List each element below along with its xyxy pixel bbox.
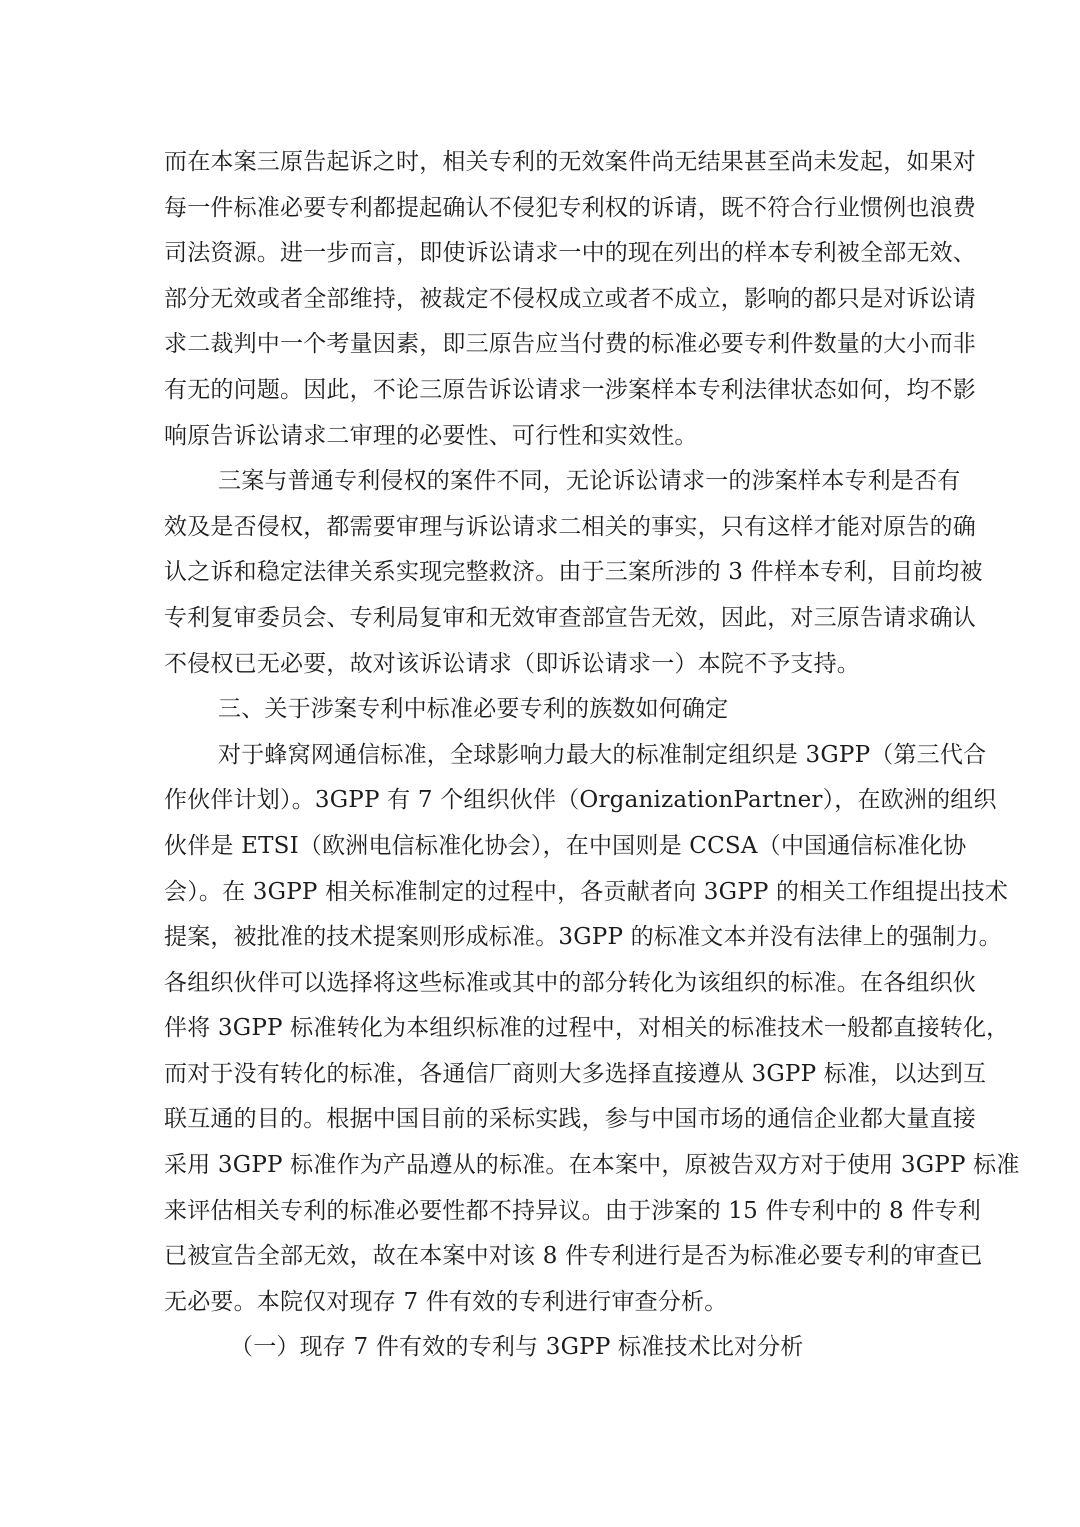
text-line: 伴将 3GPP 标准转化为本组织标准的过程中，对相关的标准技术一般都直接转化， [164,1015,1010,1042]
text-line: 采用 3GPP 标准作为产品遵从的标准。在本案中，原被告双方对于使用 3GPP 标准 [164,1152,1020,1179]
section-heading-3 [164,687,916,733]
text-line: 会）。在 3GPP 相关标准制定的过程中，各贡献者向 3GPP 的相关工作组提出技术 [164,878,1009,905]
text-line: 而在本案三原告起诉之时，相关专利的无效案件尚无结果甚至尚未发起，如果对 [164,149,976,175]
text-line: 每一件标准必要专利都提起确认不侵犯专利权的诉请，既不符合行业惯例也浪费 [164,194,976,221]
paragraph-2 [164,459,983,687]
text-line: 来评估相关专利的标准必要性都不持异议。由于涉案的 15 件专利中的 8 件专利 [164,1197,981,1224]
text-line: 作伙伴计划）。3GPP 有 7 个组织伙伴（OrganizationPartner），在欧洲的组织 [164,787,997,814]
heading-text: （一）现存 7 件有效的专利与 3GPP 标准技术比对分析 [230,1334,804,1361]
paragraph-1 [164,140,976,459]
text-line: 联互通的目的。根据中国目前的采标实践，参与中国市场的通信企业都大量直接 [164,1106,976,1133]
subsection-heading [164,1325,916,1371]
text-line: 已被宣告全部无效，故在本案中对该 8 件专利进行是否为标准必要专利的审查已 [164,1243,983,1270]
heading-text: 三、关于涉案专利中标准必要专利的族数如何确定 [218,696,729,723]
text-line: 三案与普通专利侵权的案件不同，无论诉讼请求一的涉案样本专利是否有 [218,468,961,495]
text-line: 有无的问题。因此，不论三原告诉讼请求一涉案样本专利法律状态如何，均不影 [164,376,976,403]
text-line: 求二裁判中一个考量因素，即三原告应当付费的标准必要专利件数量的大小而非 [164,331,976,358]
text-line: 提案，被批准的技术提案则形成标准。3GPP 的标准文本并没有法律上的强制力。 [164,924,1002,951]
text-line: 部分无效或者全部维持，被裁定不侵权成立或者不成立，影响的都只是对诉讼请 [164,285,976,312]
document-page [164,140,1020,1371]
text-line: 伙伴是 ETSI（欧洲电信标准化协会），在中国则是 CCSA（中国通信标准化协 [164,832,967,859]
text-line: 认之诉和稳定法律关系实现完整救济。由于三案所涉的 3 件样本专利，目前均被 [164,559,983,586]
text-line: 效及是否侵权，都需要审理与诉讼请求二相关的事实，只有这样才能对原告的确 [164,513,976,540]
text-line: 响原告诉讼请求二审理的必要性、可行性和实效性。 [164,422,698,449]
text-line: 对于蜂窝网通信标准，全球影响力最大的标准制定组织是 3GPP（第三代合 [218,741,987,768]
text-line: 各组织伙伴可以选择将这些标准或其中的部分转化为该组织的标准。在各组织伙 [164,969,976,996]
text-line: 而对于没有转化的标准，各通信厂商则大多选择直接遵从 3GPP 标准，以达到互 [164,1060,987,1087]
text-line: 不侵权已无必要，故对该诉讼请求（即诉讼请求一）本院不予支持。 [164,650,860,677]
text-line: 专利复审委员会、专利局复审和无效审查部宣告无效，因此，对三原告请求确认 [164,604,976,631]
text-line: 无必要。本院仅对现存 7 件有效的专利进行审查分析。 [164,1288,728,1315]
text-line: 司法资源。进一步而言，即使诉讼请求一中的现在列出的样本专利被全部无效、 [164,240,976,267]
paragraph-3 [164,733,1020,1326]
